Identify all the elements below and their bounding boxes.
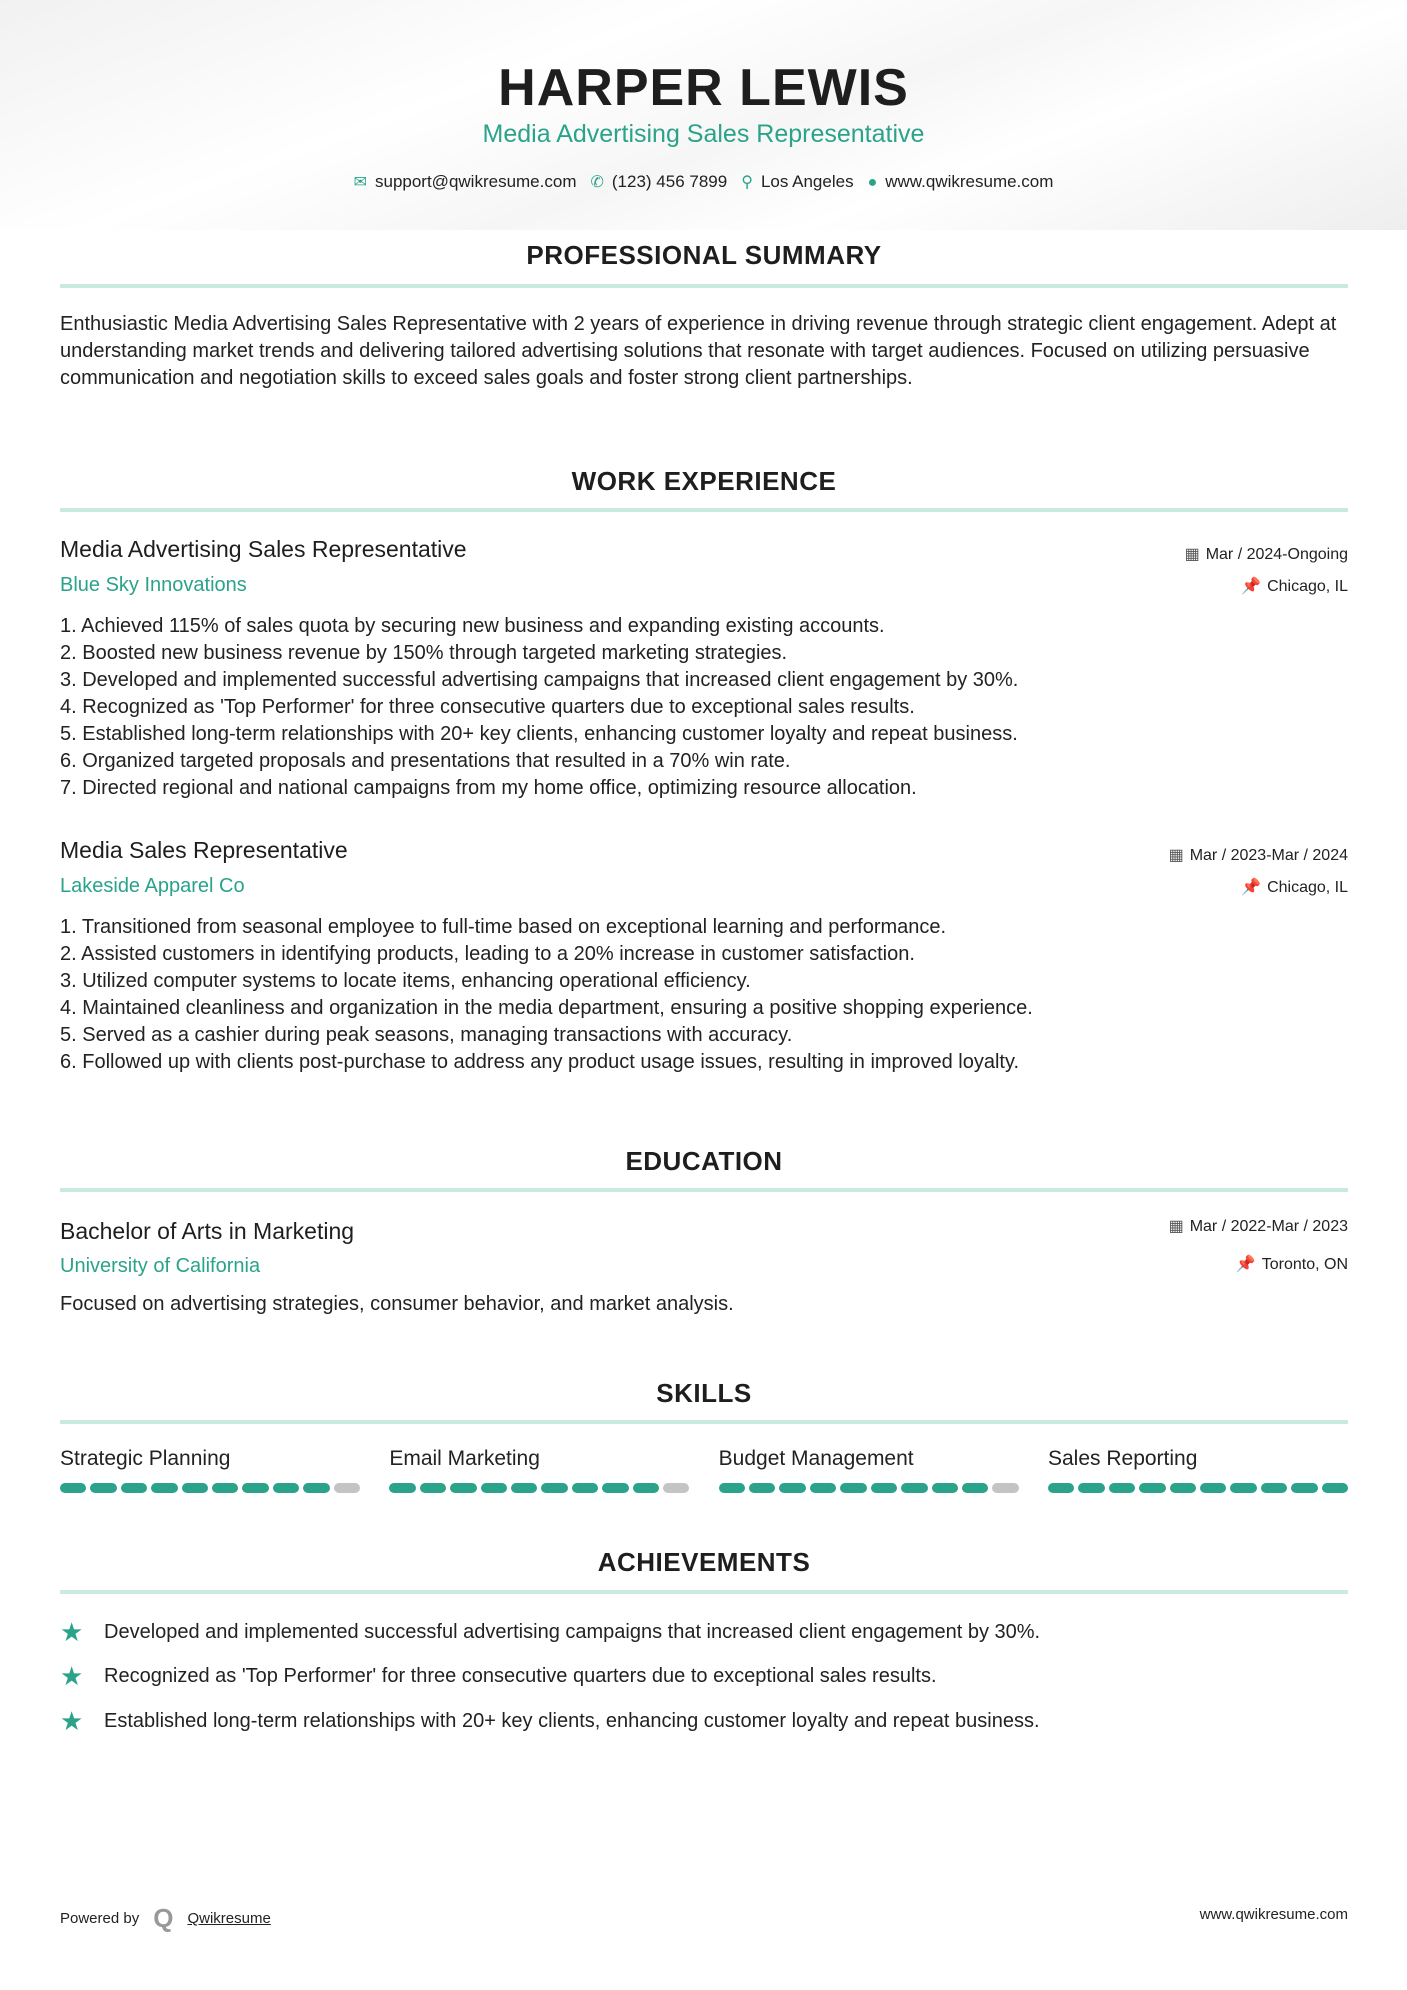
skill-label: Email Marketing xyxy=(389,1447,540,1470)
skill-item xyxy=(389,1447,689,1493)
job-company: Blue Sky Innovations xyxy=(60,574,247,596)
section-heading-education: EDUCATION xyxy=(625,1146,783,1176)
globe-icon: ● xyxy=(867,174,878,191)
job-bullets xyxy=(60,613,1348,802)
list-item: 5. Served as a cashier during peak seasons, managing transactions with accuracy. xyxy=(60,1024,793,1046)
section-divider xyxy=(60,1590,1348,1594)
phone-contact: ✆ (123) 456 7899 xyxy=(590,172,728,191)
rating-segment xyxy=(1200,1483,1226,1493)
list-item: 3. Utilized computer systems to locate items, enhancing operational efficiency. xyxy=(60,970,751,992)
footer-powered-by: Powered by Q Qwikresume xyxy=(60,1903,271,1933)
rating-segment xyxy=(633,1483,659,1493)
rating-segment xyxy=(840,1483,866,1493)
rating-segment xyxy=(992,1483,1018,1493)
list-item: 7. Directed regional and national campaigns from my home office, optimizing resource allocation. xyxy=(60,777,917,799)
rating-segment xyxy=(810,1483,836,1493)
rating-segment xyxy=(450,1483,476,1493)
skill-label: Strategic Planning xyxy=(60,1447,231,1470)
email-contact[interactable]: ✉ support@qwikresume.com xyxy=(353,172,577,191)
rating-segment xyxy=(121,1483,147,1493)
rating-segment xyxy=(1261,1483,1287,1493)
list-item: 1. Achieved 115% of sales quota by securing new business and expanding existing accounts. xyxy=(60,615,885,637)
job-location: 📌 Chicago, IL xyxy=(1241,879,1348,896)
envelope-icon: ✉ xyxy=(353,174,367,191)
rating-segment xyxy=(779,1483,805,1493)
rating-segment xyxy=(1109,1483,1135,1493)
map-pin-icon: ⚲ xyxy=(741,174,753,191)
rating-segment xyxy=(212,1483,238,1493)
summary-text: Enthusiastic Media Advertising Sales Representative with 2 years of experience in driving revenue through strategic client engagement. Adept at understanding market trends and delivering tailored advertising solutions that resonate with target audiences. Focused on utilizing persuasive communication and negotiation skills to exceed sales goals and foster strong client partnerships. xyxy=(60,313,1337,389)
list-item: 6. Followed up with clients post-purchase to address any product usage issues, resulting in improved loyalty. xyxy=(60,1051,1020,1073)
achievement-item: ★ Developed and implemented successful advertising campaigns that increased client engagement by 30%. xyxy=(60,1617,1041,1647)
footer-website[interactable]: www.qwikresume.com xyxy=(1199,1906,1348,1923)
job-dates: ▦ Mar / 2023-Mar / 2024 xyxy=(1168,847,1348,864)
rating-segment xyxy=(962,1483,988,1493)
star-icon: ★ xyxy=(60,1661,84,1691)
rating-segment xyxy=(481,1483,507,1493)
rating-segment xyxy=(932,1483,958,1493)
location-contact: ⚲ Los Angeles xyxy=(741,172,854,191)
skill-label: Sales Reporting xyxy=(1047,1447,1198,1470)
list-item: 5. Established long-term relationships with 20+ key clients, enhancing customer loyalty and repeat business. xyxy=(60,723,1018,745)
education-dates: ▦ Mar / 2022-Mar / 2023 xyxy=(1168,1218,1348,1235)
skill-item xyxy=(1048,1447,1348,1493)
calendar-icon: ▦ xyxy=(1168,1218,1184,1235)
rating-segment xyxy=(1291,1483,1317,1493)
rating-segment xyxy=(749,1483,775,1493)
achievement-item: ★ Established long-term relationships with 20+ key clients, enhancing customer loyalty and repeat business. xyxy=(60,1706,1040,1736)
rating-segment xyxy=(303,1483,329,1493)
rating-segment xyxy=(389,1483,415,1493)
rating-segment xyxy=(334,1483,360,1493)
education-location: 📌 Toronto, ON xyxy=(1235,1256,1348,1273)
job-company: Lakeside Apparel Co xyxy=(60,875,245,897)
candidate-name: HARPER LEWIS xyxy=(498,59,909,117)
rating-segment xyxy=(871,1483,897,1493)
rating-segment xyxy=(1230,1483,1256,1493)
rating-segment xyxy=(901,1483,927,1493)
rating-segment xyxy=(1078,1483,1104,1493)
qwikresume-link[interactable]: Qwikresume xyxy=(187,1910,271,1927)
list-item: 2. Assisted customers in identifying products, leading to a 20% increase in customer satisfaction. xyxy=(60,943,915,965)
job-title: Media Advertising Sales Representative xyxy=(60,536,467,562)
list-item: 1. Transitioned from seasonal employee to full-time based on exceptional learning and performance. xyxy=(60,916,947,938)
list-item: 4. Recognized as 'Top Performer' for three consecutive quarters due to exceptional sales results. xyxy=(60,696,915,718)
job-title: Media Sales Representative xyxy=(60,837,348,863)
star-icon: ★ xyxy=(60,1617,84,1647)
section-divider xyxy=(60,1420,1348,1424)
rating-segment xyxy=(572,1483,598,1493)
section-divider xyxy=(60,1188,1348,1192)
list-item: 3. Developed and implemented successful advertising campaigns that increased client engagement by 30%. xyxy=(60,669,1019,691)
job-dates: ▦ Mar / 2024-Ongoing xyxy=(1184,546,1348,563)
pin-icon: 📌 xyxy=(1241,879,1262,896)
qwikresume-logo-icon: Q xyxy=(153,1903,174,1933)
pin-icon: 📌 xyxy=(1235,1256,1256,1273)
rating-segment xyxy=(663,1483,689,1493)
skill-rating-bar xyxy=(1048,1483,1348,1493)
job-location: 📌 Chicago, IL xyxy=(1241,578,1348,595)
rating-segment xyxy=(182,1483,208,1493)
phone-icon: ✆ xyxy=(590,174,604,191)
rating-segment xyxy=(541,1483,567,1493)
degree-title: Bachelor of Arts in Marketing xyxy=(60,1218,355,1244)
rating-segment xyxy=(719,1483,745,1493)
skills-list xyxy=(60,1447,1348,1493)
rating-segment xyxy=(420,1483,446,1493)
skill-item xyxy=(60,1447,360,1493)
rating-segment xyxy=(60,1483,86,1493)
rating-segment xyxy=(1048,1483,1074,1493)
skill-item xyxy=(719,1447,1019,1493)
skill-label: Budget Management xyxy=(718,1447,914,1470)
list-item: 6. Organized targeted proposals and presentations that resulted in a 70% win rate. xyxy=(60,750,791,772)
rating-segment xyxy=(90,1483,116,1493)
skill-rating-bar xyxy=(60,1483,360,1493)
star-icon: ★ xyxy=(60,1706,84,1736)
job-bullets xyxy=(60,914,1348,1076)
rating-segment xyxy=(242,1483,268,1493)
rating-segment xyxy=(1322,1483,1348,1493)
section-heading-work: WORK EXPERIENCE xyxy=(571,466,837,496)
achievement-item: ★ Recognized as 'Top Performer' for three consecutive quarters due to exceptional sales results. xyxy=(60,1661,937,1691)
rating-segment xyxy=(602,1483,628,1493)
list-item: 4. Maintained cleanliness and organization in the media department, ensuring a positive shopping experience. xyxy=(60,997,1033,1019)
contact-bar xyxy=(0,172,1407,192)
skill-rating-bar xyxy=(389,1483,689,1493)
section-heading-skills: SKILLS xyxy=(656,1378,752,1408)
section-divider xyxy=(60,508,1348,512)
rating-segment xyxy=(273,1483,299,1493)
education-description: Focused on advertising strategies, consumer behavior, and market analysis. xyxy=(60,1293,734,1315)
website-contact[interactable]: ● www.qwikresume.com xyxy=(867,172,1054,191)
pin-icon: 📌 xyxy=(1241,578,1262,595)
school-name: University of California xyxy=(60,1255,261,1277)
skill-rating-bar xyxy=(719,1483,1019,1493)
rating-segment xyxy=(151,1483,177,1493)
list-item: 2. Boosted new business revenue by 150% through targeted marketing strategies. xyxy=(60,642,788,664)
calendar-icon: ▦ xyxy=(1184,546,1200,563)
section-heading-summary: PROFESSIONAL SUMMARY xyxy=(526,240,882,270)
calendar-icon: ▦ xyxy=(1168,847,1184,864)
rating-segment xyxy=(511,1483,537,1493)
rating-segment xyxy=(1170,1483,1196,1493)
candidate-title: Media Advertising Sales Representative xyxy=(482,120,925,148)
section-heading-achievements: ACHIEVEMENTS xyxy=(597,1547,811,1577)
section-divider xyxy=(60,284,1348,288)
rating-segment xyxy=(1139,1483,1165,1493)
